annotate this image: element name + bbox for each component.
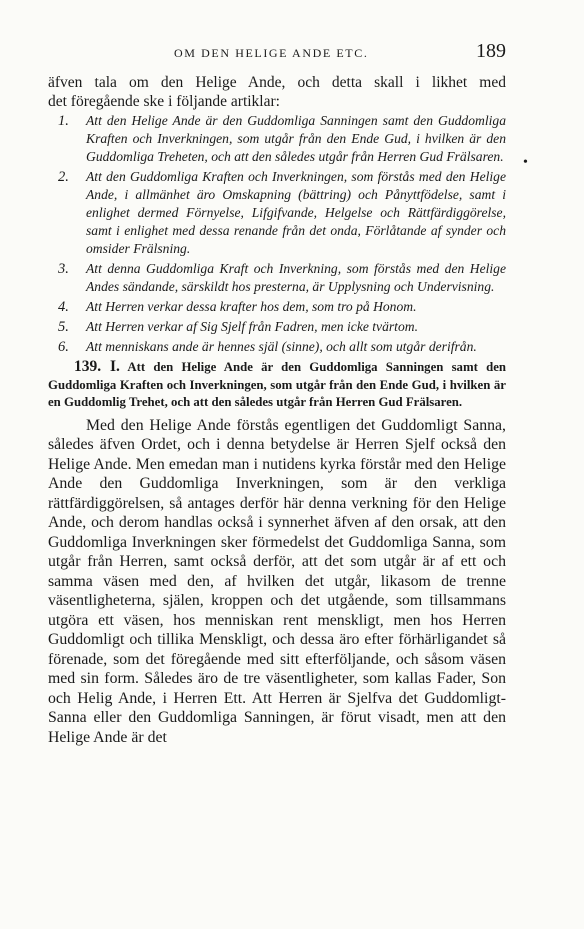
article-item <box>48 260 506 296</box>
article-number: 1. <box>58 113 69 129</box>
article-item <box>48 298 506 316</box>
article-item <box>48 318 506 336</box>
section-heading-text: Att den Helige Ande är den Guddomliga Sanningen samt den Guddomliga Kraften och Inverkningen, som utgår från den Ende Gud, i hvilken är en Guddomlig Trehet, och att den således utgår från Herren Gud Frälsaren. <box>48 360 506 409</box>
article-list <box>48 112 506 356</box>
body-paragraph: Med den Helige Ande förstås egentligen det Guddomligt Sanna, således äfven Ordet, och i denna betydelse är Herren Sjelf också den Helige Ande. Men emedan man i nutidens kyrka förstår med den Helige Ande den Guddomliga Inverkningen, som är den verkliga rättfärdiggörelsen, så antages derför här denna verkning för den Helige Ande, och derom handlas också i synnerhet äfven af den orsak, att den Guddomliga Inverkningen sker förmedelst det Guddomliga Sanna, som utgår från Herren, samt också derför, att det som utgår är af ett och samma väsen med den, af hvilken det utgår, likasom de trenne väsentligheterna, själen, kroppen och det utgående, som tillsammans utgöra ett väsen, hos menniskan rent menskligt, men hos Herren Guddomligt och tillika Menskligt, och dessa äro efter förhärligandet så förenade, som det föregående med sitt efterföljande, och såsom väsen med sin form. Således äro de tre väsentligheter, som kallas Fader, Son och Helig Ande, i Herren Ett. Att Herren är Sjelfva det Guddomligt-Sanna eller den Guddomliga Sanningen, är förut visadt, men att den Helige Ande är det <box>48 416 506 746</box>
page-number: 189 <box>476 40 506 62</box>
article-item <box>48 168 506 258</box>
page-body <box>48 73 506 747</box>
page-header <box>48 40 506 66</box>
section-number: 139. I. <box>74 358 120 375</box>
article-text: Att denna Guddomliga Kraft och Inverkning, som förstås med den Helige Andes sändande, särskildt hos presterna, är Upplysning och Undervisning. <box>86 261 506 294</box>
article-text: Att Herren verkar af Sig Sjelf från Fadren, men icke tvärtom. <box>86 319 418 334</box>
margin-mark: • <box>523 155 528 170</box>
article-item <box>48 338 506 356</box>
intro-line: det föregående ske i följande artiklar: <box>48 93 280 110</box>
section-heading <box>48 358 506 412</box>
article-number: 2. <box>58 169 69 185</box>
article-text: Att Herren verkar dessa krafter hos dem, som tro på Honom. <box>86 299 417 314</box>
intro-line: äfven tala om den Helige Ande, och detta skall i likhet med <box>48 74 506 91</box>
article-number: 4. <box>58 299 69 315</box>
article-item <box>48 112 506 166</box>
article-text: Att den Guddomliga Kraften och Inverkningen, som förstås med den Helige Ande, i allmänhet äro Omskapning (bättring) och Pånyttfödelse, samt i enlighet dermed Förnyelse, Lifgifvande, Helgelse och Rättfärdiggörelse, samt i enlighet med dessa renande från det onda, Förlåtande af synder och omsider Frälsning. <box>86 169 506 256</box>
running-title: OM DEN HELIGE ANDE ETC. <box>174 46 369 60</box>
article-number: 6. <box>58 339 69 355</box>
article-number: 5. <box>58 319 69 335</box>
article-number: 3. <box>58 261 69 277</box>
intro-paragraph <box>48 73 506 111</box>
article-text: Att menniskans ande är hennes själ (sinne), och allt som utgår derifrån. <box>86 339 477 354</box>
article-text: Att den Helige Ande är den Guddomliga Sanningen samt den Guddomliga Kraften och Inverkningen, som utgår från den Ende Gud, i hvilken är den Guddomliga Treheten, och att den således utgår från Herren Gud Frälsaren. <box>86 113 506 164</box>
